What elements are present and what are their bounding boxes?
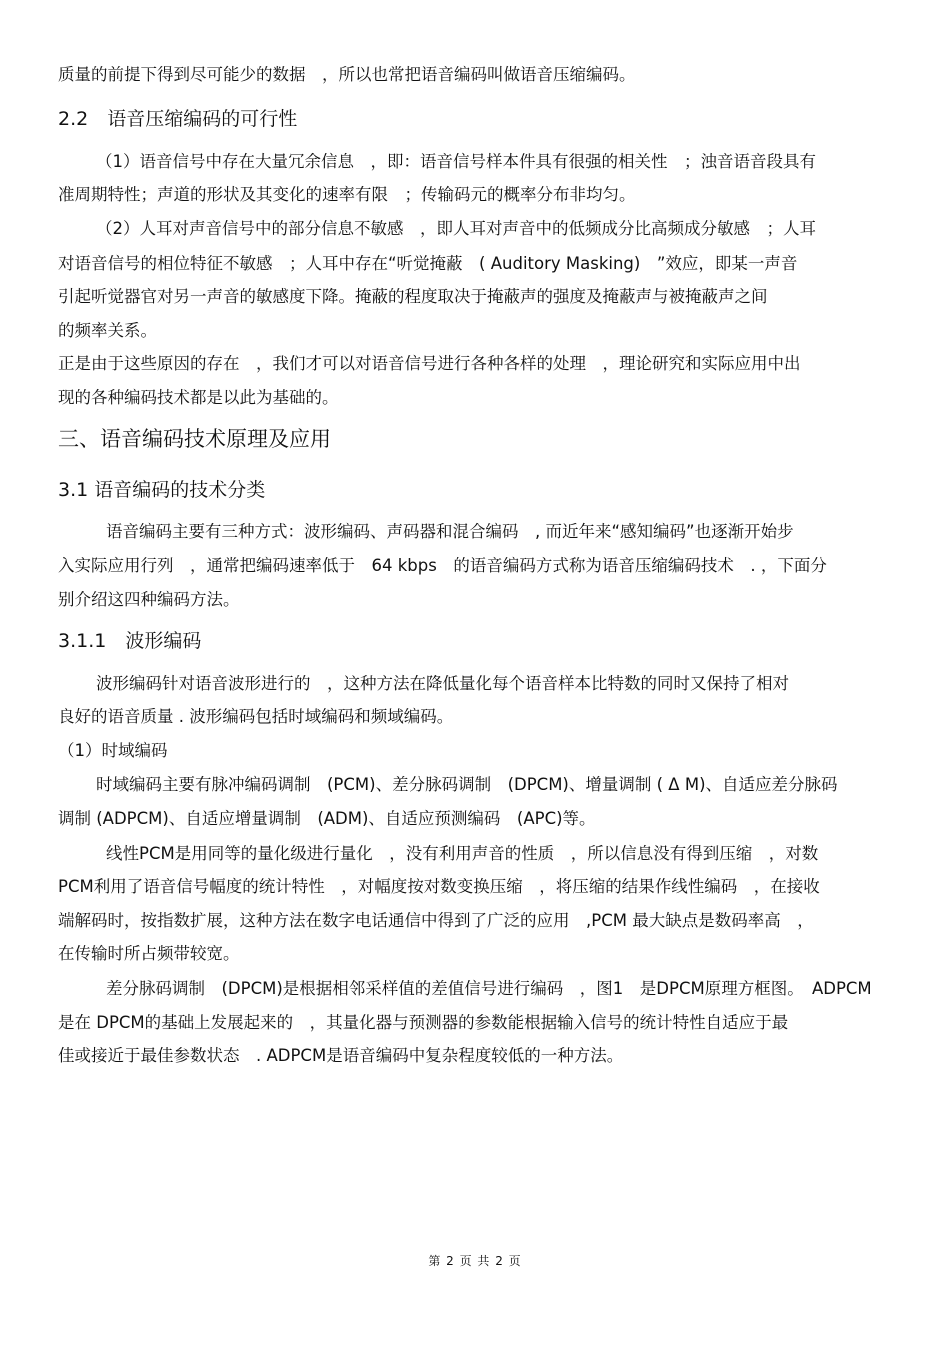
body-text-line: 引起听觉器官对另一声音的敏感度下降。掩蔽的程度取决于掩蔽声的强度及掩蔽声与被掩蔽声之间	[58, 287, 768, 306]
body-text-line: 调制 (ADPCM)、自适应增量调制 (ADM)、自适应预测编码 (APC)等。	[58, 809, 596, 828]
list-heading-time-domain: （1）时域编码	[58, 741, 168, 760]
body-text-line: 端解码时，按指数扩展，这种方法在数字电话通信中得到了广泛的应用 ,PCM 最大缺点是数码率高 ，	[58, 911, 814, 930]
body-text-line: 现的各种编码技术都是以此为基础的。	[58, 388, 339, 407]
body-text-line: 语音编码主要有三种方式：波形编码、声码器和混合编码 , 而近年来“感知编码”也逐渐开始步	[106, 522, 794, 541]
section-heading-3-1-1: 3.1.1 波形编码	[58, 630, 202, 652]
body-text-line: （2）人耳对声音信号中的部分信息不敏感 ，即人耳对声音中的低频成分比高频成分敏感 ；人耳	[96, 219, 816, 238]
body-text-line: 时域编码主要有脉冲编码调制 (PCM)、差分脉码调制 (DPCM)、增量调制 ( Δ M)、自适应差分脉码	[96, 775, 838, 794]
body-text-line: 波形编码针对语音波形进行的 ，这种方法在降低量化每个语音样本比特数的同时又保持了相对	[96, 674, 789, 693]
body-text-line: 别介绍这四种编码方法。	[58, 590, 240, 609]
body-text-line: 佳或接近于最佳参数状态 . ADPCM是语音编码中复杂程度较低的一种方法。	[58, 1046, 624, 1065]
body-text-line: 对语音信号的相位特征不敏感 ；人耳中存在“听觉掩蔽 ( Auditory Masking) ”效应，即某一声音	[58, 254, 798, 273]
body-text-line: 入实际应用行列 ，通常把编码速率低于 64 kbps 的语音编码方式称为语音压缩编码技术 . ，下面分	[58, 556, 827, 575]
body-text-line: 准周期特性；声道的形状及其变化的速率有限 ；传输码元的概率分布非均匀。	[58, 185, 636, 204]
chapter-heading-3: 三、语音编码技术原理及应用	[58, 427, 331, 451]
body-text-line: 差分脉码调制 (DPCM)是根据相邻采样值的差值信号进行编码 ，图1 是DPCM原理方框图。 ADPCM	[106, 979, 872, 998]
body-text-line: 线性PCM是用同等的量化级进行量化 ，没有利用声音的性质 ，所以信息没有得到压缩 ，对数	[106, 844, 819, 863]
body-text-line: （1）语音信号中存在大量冗余信息 ，即：语音信号样本件具有很强的相关性 ；浊音语音段具有	[96, 152, 816, 171]
body-text-line: 良好的语音质量 . 波形编码包括时域编码和频域编码。	[58, 707, 454, 726]
body-text-line: 是在 DPCM的基础上发展起来的 ，其量化器与预测器的参数能根据输入信号的统计特性自适应于最	[58, 1013, 789, 1032]
body-text-line: PCM利用了语音信号幅度的统计特性 ，对幅度按对数变换压缩 ，将压缩的结果作线性编码 ，在接收	[58, 877, 820, 896]
body-text-line: 在传输时所占频带较宽。	[58, 944, 240, 963]
page-footer: 第 2 页 共 2 页	[428, 1254, 522, 1268]
section-heading-2-2: 2.2 语音压缩编码的可行性	[58, 108, 298, 130]
body-text-line: 正是由于这些原因的存在 ，我们才可以对语音信号进行各种各样的处理 ，理论研究和实际应用中出	[58, 354, 801, 373]
body-text-line: 质量的前提下得到尽可能少的数据 ，所以也常把语音编码叫做语音压缩编码。	[58, 65, 636, 84]
body-text-line: 的频率关系。	[58, 321, 157, 340]
section-heading-3-1: 3.1 语音编码的技术分类	[58, 479, 266, 501]
